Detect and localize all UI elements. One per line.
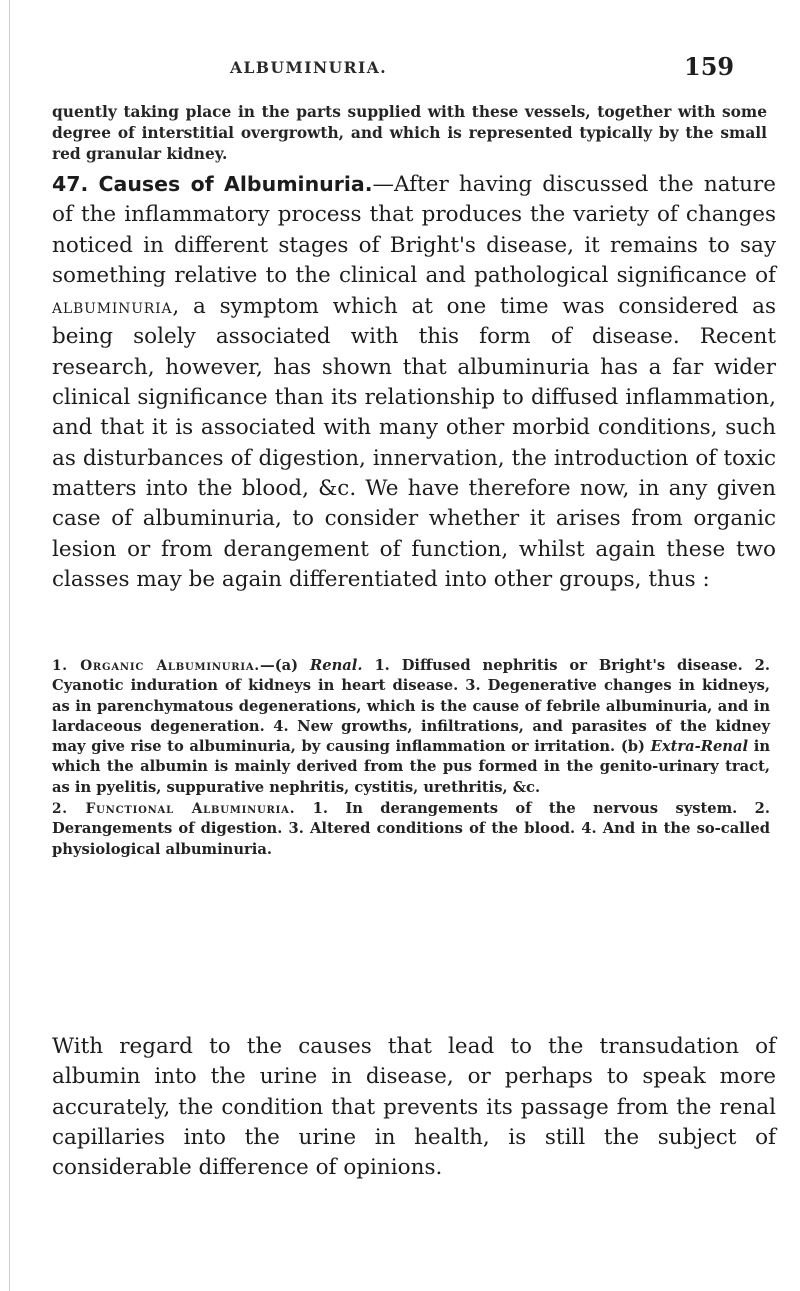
extra-renal-text: in which the albumin is mainly derived from the pus formed in the genito-urinary tract, as in pyelitis, suppurative nephritis, cystitis, urethritis, &c. (52, 738, 770, 796)
page-edge-shadow (9, 0, 10, 1291)
section-heading: Causes of Albuminuria. (98, 172, 373, 196)
running-head: ALBUMINURIA. (230, 58, 388, 77)
closing-paragraph: With regard to the causes that lead to the transudation of albumin into the urine in disease, or perhaps to speak more accurately, the condition that prevents its passage from the renal capillaries into the urine in health, is still the subject of considerable difference of opinions. (52, 1034, 776, 1181)
section-number: 47. (52, 172, 89, 196)
functional-albuminuria-item (52, 799, 770, 860)
classification-list (52, 656, 770, 860)
section-term: albuminuria (52, 294, 173, 319)
renal-items: 1. Diffused nephritis or Bright's disease. 2. Cyanotic induration of kidneys in heart disease. 3. Degenerative changes in kidneys, as in parenchymatous degenerations, which is the cause of febrile albuminuria, and in lardaceous degeneration. 4. New growths, infiltrations, and parasites of the kidney may give rise to albuminuria, by causing inflammation or irritation. (52, 657, 770, 756)
renal-label: Renal. (310, 657, 363, 674)
organic-label: 1. Organic Albuminuria. (52, 658, 260, 674)
section-text-before-term: —After having discussed the nature of the inflammatory process that produces the variety of changes noticed in different stages of Bright's disease, it remains to say something relative to the clinical and pathological significance of (52, 172, 776, 288)
extra-renal-prefix: (b) (620, 738, 645, 756)
section-text-after-term: , a symptom which at one time was considered as being solely associated with this form of disease. Recent research, however, has shown that albuminuria has a far wider clinical significance than its relationship to diffused inflammation, and that it is associated with many other morbid conditions, such as disturbances of digestion, innervation, the introduction of toxic matters into the blood, &c. We have therefore now, in any given case of albuminuria, to consider whether it arises from organic lesion or from derangement of function, whilst again these two classes may be again differentiated into other groups, thus : (52, 294, 776, 592)
organic-albuminuria-item (52, 656, 770, 798)
page-number: 159 (684, 52, 735, 81)
intro-paragraph: quently taking place in the parts supplied with these vessels, together with some degree of interstitial overgrowth, and which is represented typically by the small red granular kidney. (52, 103, 767, 163)
functional-items: 1. In derangements of the nervous system. 2. Derangements of digestion. 3. Altered conditions of the blood. 4. And in the so-called physiological albuminuria. (52, 800, 770, 858)
section-47-paragraph (52, 169, 776, 595)
functional-label: 2. Functional Albuminuria. (52, 801, 296, 818)
extra-renal-label: Extra-Renal (650, 738, 749, 756)
renal-prefix: —(a) (260, 657, 299, 674)
